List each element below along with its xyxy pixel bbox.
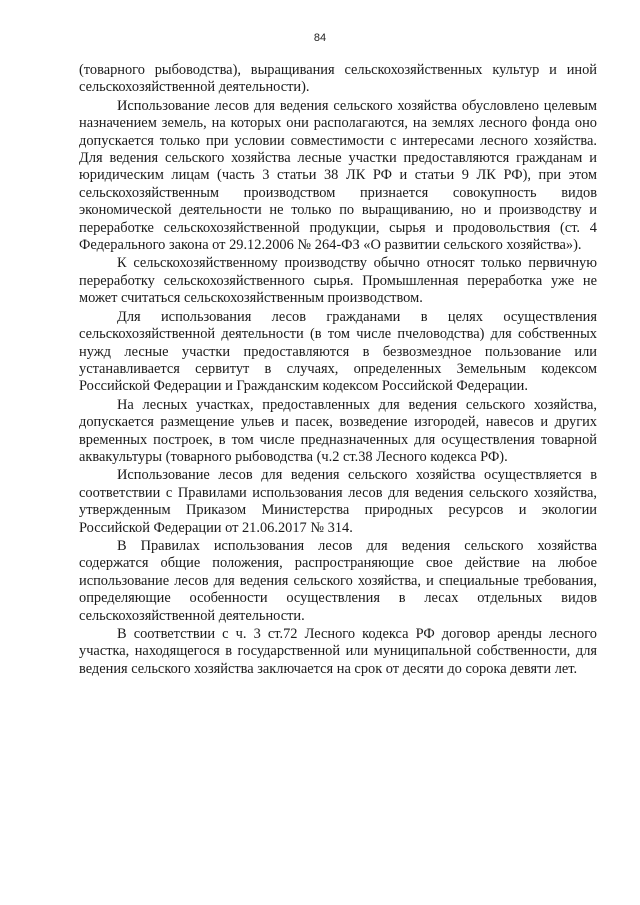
paragraph-citizens-use: Для использования лесов гражданами в целях осуществления сельскохозяйственной деятельности (в том числе пчеловодства) для собственных нужд лесные участки предоставляются в безвозмездное пользование или устанавливается сервитут в случаях, определенных Земельным кодексом Российской Федерации и Гражданским кодексом Российской Федерации. <box>79 308 597 395</box>
paragraph-rules-reference: Использование лесов для ведения сельского хозяйства осуществляется в соответствии с Правилами использования лесов для ведения сельского хозяйства, утвержденным Приказом Министерства природных ресурсов и экологии Российской Федерации от 21.06.2017 № 314. <box>79 467 597 536</box>
paragraph-primary-processing: К сельскохозяйственному производству обычно относят только первичную переработку сельскохозяйственного сырья. Промышленная переработка уже не может считаться сельскохозяйственным производством. <box>79 255 597 307</box>
paragraph-continuation: (товарного рыбоводства), выращивания сельскохозяйственных культур и иной сельскохозяйственной деятельности). <box>79 62 597 96</box>
paragraph-lease-term: В соответствии с ч. 3 ст.72 Лесного кодекса РФ договор аренды лесного участка, находящегося в государственной или муниципальной собственности, для ведения сельского хозяйства заключается на срок от десяти до сорока девяти лет. <box>79 626 597 677</box>
paragraph-forest-use-purpose: Использование лесов для ведения сельского хозяйства обусловлено целевым назначением земель, на которых они располагаются, на землях лесного фонда оно допускается только при условии совместимости с интересами лесного хозяйства. Для ведения сельского хозяйства лесные участки предоставляются гражданам и юридическим лицам (часть 3 статьи 38 ЛК РФ и статьи 9 ЛК РФ), при этом сельскохозяйственным производством признается совокупность видов экономической деятельности не только по выращиванию, но и производству и переработке сельскохозяйственной продукции, сырья и продовольствия (ст. 4 Федерального закона от 29.12.2006 № 264-ФЗ «О развитии сельского хозяйства»). <box>79 97 597 254</box>
body-text <box>79 62 597 678</box>
page-number: 84 <box>313 32 327 44</box>
paragraph-permitted-structures: На лесных участках, предоставленных для ведения сельского хозяйства, допускается размещение ульев и пасек, возведение изгородей, навесов и других временных построек, в том числе предназначенных для осуществления товарной аквакультуры (товарного рыбоводства (ч.2 ст.38 Лесного кодекса РФ). <box>79 396 597 465</box>
paragraph-rules-content: В Правилах использования лесов для ведения сельского хозяйства содержатся общие положения, распространяющие свое действие на любое использование лесов для ведения сельского хозяйства, и специальные требования, определяющие особенности осуществления в лесах отдельных видов сельскохозяйственной деятельности. <box>79 537 597 624</box>
